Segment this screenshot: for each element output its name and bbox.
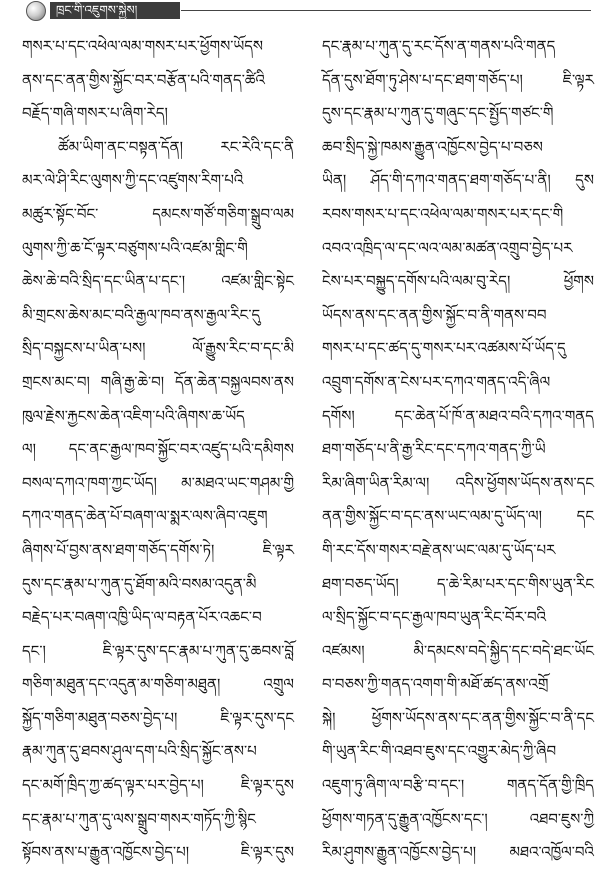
page-header (0, 0, 616, 22)
text-line: གི་ཡུན་རིང་གི་འཐབ་ཇུས་དང་འགྱུར་མེད་ཀྱི་ཞིབ (322, 742, 557, 761)
text-line: དང་རྣམ་པ་ཀུན་དུ་ལས་སྒྲུབ་གསར་གཏོད་ཀྱི་སྙིང (22, 809, 256, 828)
text-line: ཚོམ་ཡིག་ནང་བསྟན་དོན། རང་རེའི་དང་ནི (58, 137, 294, 156)
text-line: ཡོདས་ནས་དང་ནན་གྱིས་སྐྱོང་བ་ནི་གནས་བབ (322, 305, 547, 324)
text-line: བརྗོད་གཞི་གསར་པ་ཞིག་རེད། (22, 104, 168, 123)
text-line: ལ། དང་ནང་རྒྱལ་ཁབ་སྐྱོང་བར་འཛུད་པའི་དམིགས (22, 440, 294, 459)
text-line: གི་རང་དོས་གསར་བརྗེ་ནས་ཡང་ལམ་དུ་ཡོད་པར (322, 540, 556, 559)
text-line: སྐྱོད་གཅིག་མཐུན་བཅས་བྱེད་པ། ཇི་ལྟར་དུས་དང (22, 708, 294, 727)
text-line: དཀའ་གནད་ཆེན་པོ་བཞག་ལ་སྨར་ལས་ཞིབ་འཇུག (22, 507, 268, 526)
text-line: ཞིགས་པོ་བྱས་ནས་ཐག་གཅོད་དགོས་ཏེ། ཇི་ལྟར (22, 540, 294, 559)
text-line: བ་བཅས་ཀྱི་གནད་འགག་གི་མཐོ་ཚད་ནས་འགྲོ (322, 675, 549, 694)
text-line: གཅིག་མཐུན་དང་འདུན་མ་གཅིག་མཐུན། འགྲུལ (22, 675, 294, 694)
text-line: རབས་གསར་པ་དང་འཕེལ་ལམ་གསར་པར་དང་གི (322, 204, 564, 223)
text-line: འབྲུག་དགོས་ན་ངེས་པར་དཀའ་གནད་འདི་ཞིལ (322, 372, 551, 391)
text-line: འཛམས། མི་དམངས་བདེ་སྐྱིད་དང་བདེ་ཐང་ཡོང (322, 641, 594, 660)
header-rule (181, 10, 591, 11)
text-line: ནན་གྱིས་སྐྱོང་བ་དང་ནས་ཡང་ལམ་དུ་ཡོད་ལ། དང (322, 507, 594, 526)
text-line: སྲིད་བསྐྱངས་པ་ཡིན་པས། ལོ་རྒྱུས་རིང་བ་དང་མི (22, 339, 294, 358)
text-line: དུས་དང་རྣམ་པ་ཀུན་དུ་གཞུང་དང་སྤྱོད་གཙང་གི (322, 104, 554, 123)
text-line: གསར་པ་དང་ཚད་དུ་གསར་པར་འཚམས་པོ་ཡོད་དུ (322, 339, 566, 358)
section-title: ཁྲང་གི་འཇུགས་སྐྱེས། (56, 3, 138, 17)
text-line: འཇུག་ཏུ་ཞིག་ལ་བརྩི་བ་དང་། གནད་དོན་གྱི་ཁྲིད (322, 776, 594, 795)
text-line: གྲངས་མང་བ། གཞི་རྒྱ་ཆེ་བ། དོན་ཆེན་བསྐྱལབས་ནས (22, 372, 294, 391)
text-line: བསལ་དཀའ་ཁག་ཀྱང་ཡོད། མ་མཐའ་ཡང་གཤམ་གྱི (22, 473, 294, 492)
text-line: མཚུར་སྟོང་བོང་ དམངས་གཙོ་གཅིག་སྒྲུབ་ལམ (22, 204, 294, 223)
text-line: ལ་སྲིད་སྐྱོང་བ་དང་རྒྱལ་ཁབ་ཡུན་རིང་བོར་བའི (322, 608, 547, 627)
text-line: བརྗེད་པར་བཞག་འཁྱི་ཡིད་ལ་བརྟན་པོར་འཆང་བ (22, 608, 262, 627)
text-line: སྐེ། ཕྱོགས་ཡོདས་ནས་དང་ནན་གྱིས་སྐྱོང་བ་ནི་དང (322, 708, 594, 727)
text-line: ངེས་པར་བསྐྱུད་དགོས་པའི་ལམ་བུ་རེད། ཕྱོགས (322, 272, 594, 291)
text-line: དང་མགོ་ཁྲིད་ཀྱ་ཚད་ལྟར་པར་བྱེད་པ། ཇི་ལྟར་དུས (22, 776, 294, 795)
text-line: རིམ་ཤུགས་རྒྱུན་འཁྱོངས་བྱེད་པ། མཐའ་འཁྱོལ་བའི (322, 843, 594, 862)
text-line: ཐག་གཅོད་པ་ནི་རྒྱ་རིང་དང་དཀའ་གནད་ཀྱི་ཡི (322, 440, 546, 459)
text-line: འབའ་འཁྲིད་ལ་དང་ལའ་ལམ་མཚན་འགྲུབ་བྱེད་པར (322, 238, 573, 257)
text-line: དོན་དུས་ཐོག་ཏུ་ཤེས་པ་དང་ཐག་གཅོད་པ། ཇི་ལྟར (322, 70, 594, 89)
text-line: ལུགས་ཀྱི་ཆ་ངོ་ལྟར་བཙུགས་པའི་འཛམ་གླིང་གི (22, 238, 248, 257)
text-line: ནས་དང་ནན་གྱིས་སྐྱོང་བར་བརྩོན་པའི་གནད་ཚིའི (22, 70, 265, 89)
text-line: གསར་པ་དང་འཕེལ་ལམ་གསར་པར་ཕྱོགས་ཡོདས (22, 37, 264, 55)
text-line: དགོས། དང་ཆེན་པོ་ཁོ་ན་མཐའ་བའི་དཀའ་གནད (322, 406, 594, 425)
left-text-column (22, 30, 294, 862)
text-line: མར་ལེ་ཤི་རིང་ལུགས་ཀྱི་དང་འཛུགས་རིག་པའི (22, 171, 244, 190)
text-line: ཆེས་ཆེ་བའི་སྲིད་དང་ཡིན་པ་དང་། འཛམ་གླིང་སྟེང (22, 272, 294, 291)
text-line: ཡིན། ཤོད་གི་དཀའ་གནད་ཐག་གཅོད་པ་ནི། དུས (322, 171, 594, 190)
text-line: ཕྱོགས་གཏན་དུ་རྒྱུན་འཁྱོངས་དང་། འཐབ་ཇུས་ཀྱི (322, 809, 594, 828)
text-line: ཆབ་སྲིད་སྐྱེ་ཁམས་རྒྱུན་འཁྱོངས་བྱེད་པ་བཅས (322, 137, 543, 156)
text-line: དང་། ཇི་ལྟར་དུས་དང་རྣམ་པ་ཀུན་དུ་ཆབས་བློ (22, 641, 294, 660)
text-line: རིམ་ཞིག་ཡིན་རིམ་ལ། འདིས་ཕྱོགས་ཡོདས་ནས་དང (322, 473, 594, 492)
right-text-column (322, 30, 594, 862)
globe-logo-icon (26, 1, 46, 21)
text-line: ཁུལ་རྗེས་རྐྱངས་ཆེན་འཇིག་པའི་ཞིགས་ཆ་ཡོད (22, 406, 245, 425)
text-line: དང་རྣམ་པ་ཀུན་དུ་རང་དོས་ན་གནས་པའི་གནད (322, 37, 556, 55)
text-line: རྣམ་ཀུན་དུ་ཐབས་ཤུལ་དག་པའི་སྲིད་སྐྱོང་ནས་པ (22, 742, 257, 761)
text-line: སྟོབས་ནས་པ་རྒྱུན་འཁྱོངས་བྱེད་པ། ཇི་ལྟར་དུས (22, 843, 294, 862)
text-line: ཐག་བཅད་ཡོད། ད་ཆེ་རིམ་པར་དང་གིས་ཡུན་རིང (322, 574, 594, 593)
text-line: མི་གྲངས་ཆེས་མང་བའི་རྒྱལ་ཁབ་ནས་རྒྱལ་རིང་དུ (22, 305, 261, 324)
text-line: དུས་དང་རྣམ་པ་ཀུན་དུ་ཐོག་མའི་བསམ་འདུན་མི (22, 574, 257, 593)
